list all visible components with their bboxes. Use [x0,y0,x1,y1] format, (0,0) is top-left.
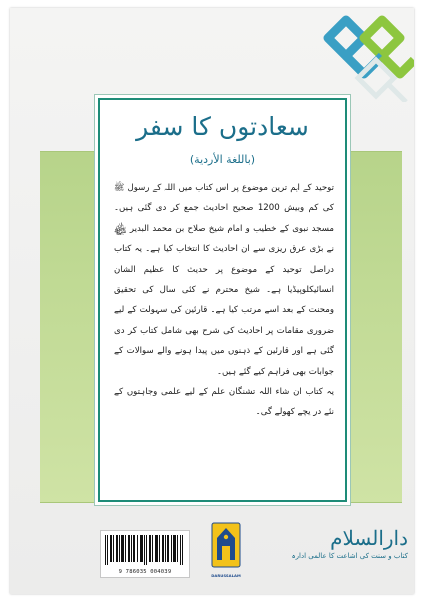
book-back-cover [10,8,414,594]
barcode-bars-icon [105,535,185,565]
publisher-logo [211,522,241,578]
knot-ornament-icon [318,8,414,102]
publisher-block [258,526,408,560]
barcode-number: 9 786035 004039 [118,569,172,575]
barcode [100,530,190,578]
description-panel [98,98,347,502]
book-title: سعادتوں کا سفر [136,112,309,141]
publisher-logo-icon [211,522,241,572]
blurb-paragraph: یہ کتاب ان شاء اللہ تشنگان علم کے لیے علمی وجاہتوں کے نئے در یچے کھولے گی۔ [114,387,334,418]
publisher-name: دارالسلام [330,526,408,550]
publisher-logo-caption: DARUSSALAM [211,573,241,578]
blurb-text [114,178,334,423]
book-subtitle: (باللغة الأردية) [189,153,256,166]
blurb-paragraph: توحید کے اہم ترین موضوع پر اس کتاب میں اللہ کے رسول ﷺ کی کم وبیش 1200 صحیح احادیث جمع کر دی گئی ہیں۔ مسجد نبوی کے خطیب و امام شیخ صلاح بن محمد البدیر ﷾ نے بڑی عرق ریزی سے ان احادیث کا انتخاب کیا ہے۔ یہ کتاب دراصل توحید کے موضوع پر حدیث کا عظیم الشان انسائیکلوپیڈیا ہے۔ شیخ محترم نے کئی سال کی تحقیق ومحنت کے بعد اسے مرتب کیا ہے۔ قارئین کی سہولت کے لیے ضروری مقامات پر احادیث کی شرح بھی شامل کتاب کر دی گئی ہے اور قارئین کے ذہنوں میں پیدا ہونے والے سوالات کے جوابات بھی فراہم کیے گئے ہیں۔ [114,183,334,377]
publisher-tagline: کتاب و سنت کی اشاعت کا عالمی ادارہ [291,552,408,560]
